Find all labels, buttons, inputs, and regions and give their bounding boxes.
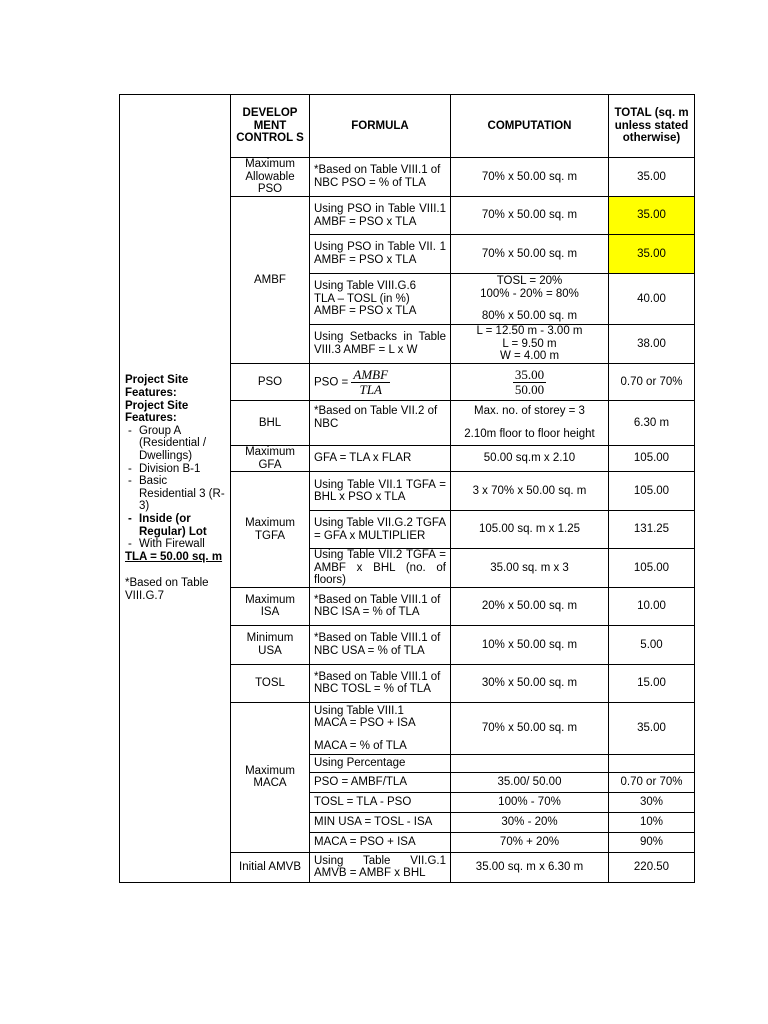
computation-cell: 70% x 50.00 sq. m — [451, 197, 609, 235]
formula-cell: MIN USA = TOSL - ISA — [310, 812, 451, 832]
computation-line: 80% x 50.00 sq. m — [481, 310, 578, 323]
formula-cell — [310, 702, 451, 754]
fraction-numerator: AMBF — [353, 366, 389, 382]
control-cell: Maximum TGFA — [231, 472, 310, 588]
total-cell: 10% — [609, 812, 695, 832]
header-formula: FORMULA — [310, 95, 451, 158]
formula-cell — [310, 364, 451, 401]
computation-cell — [451, 401, 609, 446]
control-cell: BHL — [231, 401, 310, 446]
control-cell: PSO — [231, 364, 310, 401]
total-cell-highlighted: 35.00 — [609, 235, 695, 274]
total-cell: 220.50 — [609, 852, 695, 882]
computation-cell — [451, 274, 609, 325]
control-cell: Initial AMVB — [231, 852, 310, 882]
formula-cell: TOSL = TLA - PSO — [310, 792, 451, 812]
total-cell: 30% — [609, 792, 695, 812]
list-item: - Basic Residential 3 (R-3) — [125, 475, 225, 513]
total-cell: 105.00 — [609, 446, 695, 472]
control-cell: AMBF — [231, 197, 310, 364]
total-cell: 105.00 — [609, 472, 695, 511]
list-item: - Division B-1 — [125, 463, 225, 476]
computation-cell: 35.00 sq. m x 3 — [451, 549, 609, 588]
formula-line: Using Table VIII.1 — [314, 704, 404, 717]
development-controls-table — [119, 94, 695, 883]
computation-cell — [451, 364, 609, 401]
computation-line: L = 12.50 m - 3.00 m — [476, 325, 583, 338]
formula-cell: Using Table VII.2 TGFA = AMBF x BHL (no. of floors) — [310, 549, 451, 588]
list-item: - Group A (Residential / Dwellings) — [125, 425, 225, 463]
total-cell: 0.70 or 70% — [609, 772, 695, 792]
formula-cell: MACA = PSO + ISA — [310, 832, 451, 852]
total-cell-highlighted: 35.00 — [609, 197, 695, 235]
computation-line: 100% - 20% = 80% — [480, 287, 579, 300]
total-cell: 15.00 — [609, 664, 695, 702]
project-title-repeat: Project Site Features: — [125, 399, 189, 425]
fraction-denominator: TLA — [359, 381, 382, 397]
control-cell: Maximum ISA — [231, 587, 310, 625]
computation-cell: 50.00 sq.m x 2.10 — [451, 446, 609, 472]
computation-cell: 100% - 70% — [451, 792, 609, 812]
fraction — [513, 368, 546, 397]
total-cell: 10.00 — [609, 587, 695, 625]
formula-cell: *Based on Table VIII.1 of NBC ISA = % of TLA — [310, 587, 451, 625]
computation-line: L = 9.50 m — [502, 337, 557, 350]
total-cell: 40.00 — [609, 274, 695, 325]
computation-cell: 3 x 70% x 50.00 sq. m — [451, 472, 609, 511]
total-cell: 5.00 — [609, 625, 695, 664]
fraction-denominator: 50.00 — [514, 381, 545, 397]
formula-cell: *Based on Table VIII.1 of NBC PSO = % of TLA — [310, 158, 451, 197]
formula-cell: *Based on Table VIII.1 of NBC TOSL = % of TLA — [310, 664, 451, 702]
total-cell: 6.30 m — [609, 401, 695, 446]
control-cell: Minimum USA — [231, 625, 310, 664]
computation-line: TOSL = 20% — [496, 275, 563, 288]
formula-line: MACA = PSO + ISA — [314, 717, 416, 730]
formula-cell: Using PSO in Table VIII.1 AMBF = PSO x TLA — [310, 197, 451, 235]
computation-line: 2.10m floor to floor height — [464, 428, 595, 440]
formula-line: AMBF = PSO x TLA — [314, 305, 417, 318]
computation-line: Max. no. of storey = 3 — [474, 405, 585, 418]
formula-line: Using Table VIII.G.6 — [314, 280, 417, 293]
formula-cell: *Based on Table VIII.1 of NBC USA = % of TLA — [310, 625, 451, 664]
computation-cell: 10% x 50.00 sq. m — [451, 625, 609, 664]
project-site-features — [120, 95, 231, 883]
list-item: - Inside (or Regular) Lot — [125, 513, 225, 538]
header-total: TOTAL (sq. m unless stated otherwise) — [609, 95, 695, 158]
control-cell: Maximum MACA — [231, 702, 310, 852]
formula-cell: Using PSO in Table VII. 1 AMBF = PSO x TLA — [310, 235, 451, 274]
computation-cell: 30% x 50.00 sq. m — [451, 664, 609, 702]
formula-line: TLA – TOSL (in %) — [314, 292, 410, 305]
computation-cell: 35.00 sq. m x 6.30 m — [451, 852, 609, 882]
control-cell: TOSL — [231, 664, 310, 702]
computation-cell: 70% x 50.00 sq. m — [451, 158, 609, 197]
formula-cell: Using Percentage — [310, 754, 451, 772]
total-cell — [609, 754, 695, 772]
formula-cell: Using Setbacks in Table VIII.3 AMBF = L x W — [310, 325, 451, 364]
fraction — [351, 368, 390, 397]
formula-cell: Using Table VII.G.2 TGFA = GFA x MULTIPLIER — [310, 511, 451, 549]
formula-cell: Using Table VII.G.1 AMVB = AMBF x BHL — [310, 852, 451, 882]
computation-cell: 70% x 50.00 sq. m — [451, 702, 609, 754]
total-cell: 35.00 — [609, 158, 695, 197]
project-note: *Based on Table VIII.G.7 — [125, 577, 209, 602]
computation-cell: 70% x 50.00 sq. m — [451, 235, 609, 274]
computation-cell — [451, 325, 609, 364]
computation-line: W = 4.00 m — [499, 350, 560, 363]
computation-cell — [451, 754, 609, 772]
fraction-numerator: 35.00 — [514, 366, 545, 382]
header-dev-controls: DEVELOP MENT CONTROL S — [231, 95, 310, 158]
computation-cell: 20% x 50.00 sq. m — [451, 587, 609, 625]
header-computation: COMPUTATION — [451, 95, 609, 158]
formula-cell: GFA = TLA x FLAR — [310, 446, 451, 472]
total-cell: 90% — [609, 832, 695, 852]
formula-cell: *Based on Table VII.2 of NBC — [310, 401, 451, 446]
list-item: - With Firewall — [125, 538, 225, 551]
computation-cell: 105.00 sq. m x 1.25 — [451, 511, 609, 549]
total-cell: 38.00 — [609, 325, 695, 364]
formula-line: MACA = % of TLA — [314, 739, 407, 752]
formula-prefix: PSO = — [314, 376, 349, 389]
total-cell: 0.70 or 70% — [609, 364, 695, 401]
control-cell: Maximum Allowable PSO — [231, 158, 310, 197]
project-features-list — [125, 425, 225, 551]
total-cell: 131.25 — [609, 511, 695, 549]
formula-cell — [310, 274, 451, 325]
computation-cell: 35.00/ 50.00 — [451, 772, 609, 792]
computation-cell: 70% + 20% — [451, 832, 609, 852]
control-cell: Maximum GFA — [231, 446, 310, 472]
total-cell: 35.00 — [609, 702, 695, 754]
formula-cell: Using Table VII.1 TGFA = BHL x PSO x TLA — [310, 472, 451, 511]
project-title: Project Site Features: — [125, 374, 189, 400]
total-cell: 105.00 — [609, 549, 695, 588]
tla-value: TLA = 50.00 sq. m — [125, 550, 223, 563]
formula-cell: PSO = AMBF/TLA — [310, 772, 451, 792]
computation-cell: 30% - 20% — [451, 812, 609, 832]
